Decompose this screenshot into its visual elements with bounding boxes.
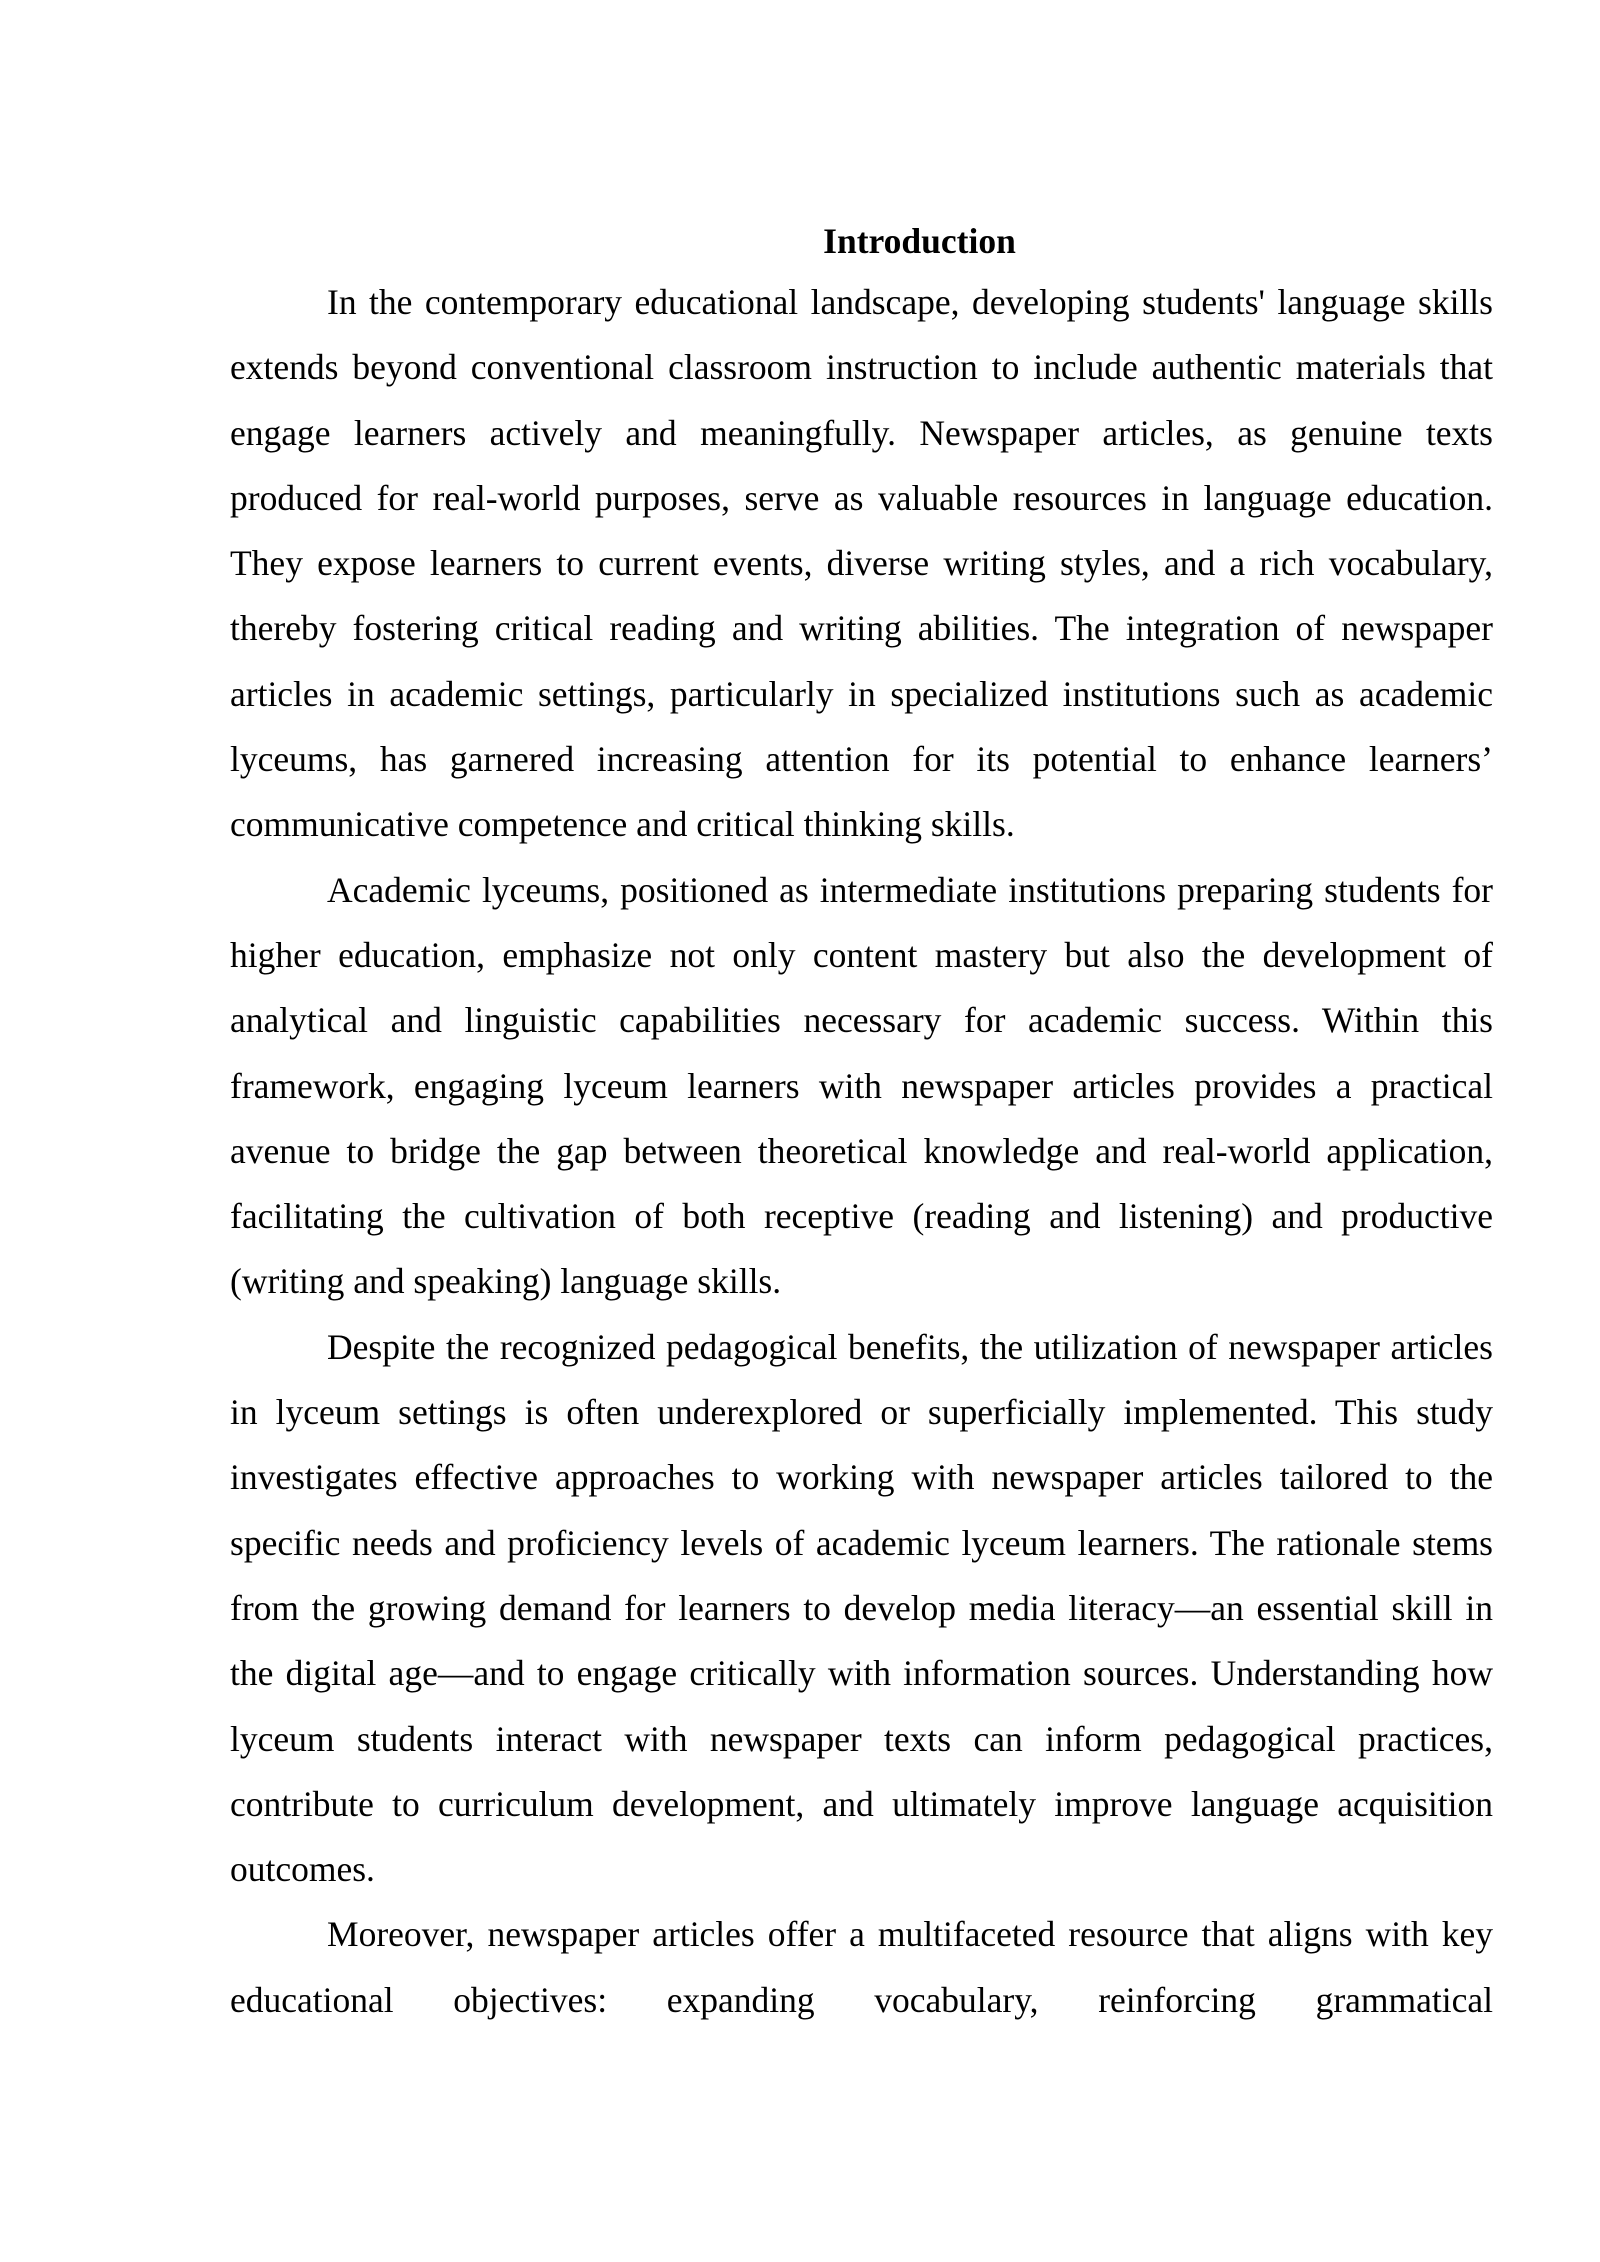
paragraph-4: Moreover, newspaper articles offer a multifaceted resource that aligns with key educational objectives: expanding vocabulary, reinforcing grammatical — [230, 1914, 1493, 2020]
page-title: Introduction — [823, 221, 1016, 261]
document-body — [230, 212, 1493, 2033]
paragraph-2: Academic lyceums, positioned as intermediate institutions preparing students for higher education, emphasize not only content mastery but also the development of analytical and linguistic capabilities necessary for academic success. Within this framework, engaging lyceum learners with newspaper articles provides a practical avenue to bridge the gap between theoretical knowledge and real-world application, facilitating the cultivation of both receptive (reading and listening) and productive (writing and speaking) language skills. — [230, 869, 1493, 1302]
paragraph-3: Despite the recognized pedagogical benefits, the utilization of newspaper articles in lyceum settings is often underexplored or superficially implemented. This study investigates effective approaches to working with newspaper articles tailored to the specific needs and proficiency levels of academic lyceum learners. The rationale stems from the growing demand for learners to develop media literacy—an essential skill in the digital age—and to engage critically with information sources. Understanding how lyceum students interact with newspaper texts can inform pedagogical practices, contribute to curriculum development, and ultimately improve language acquisition outcomes. — [230, 1326, 1493, 1890]
paragraph-1: In the contemporary educational landscape, developing students' language skills extends beyond conventional classroom instruction to include authentic materials that engage learners actively and meaningfully. Newspaper articles, as genuine texts produced for real-world purposes, serve as valuable resources in language education. They expose learners to current events, diverse writing styles, and a rich vocabulary, thereby fostering critical reading and writing abilities. The integration of newspaper articles in academic settings, particularly in specialized institutions such as academic lyceums, has garnered increasing attention for its potential to enhance learners’ communicative competence and critical thinking skills. — [230, 282, 1493, 845]
